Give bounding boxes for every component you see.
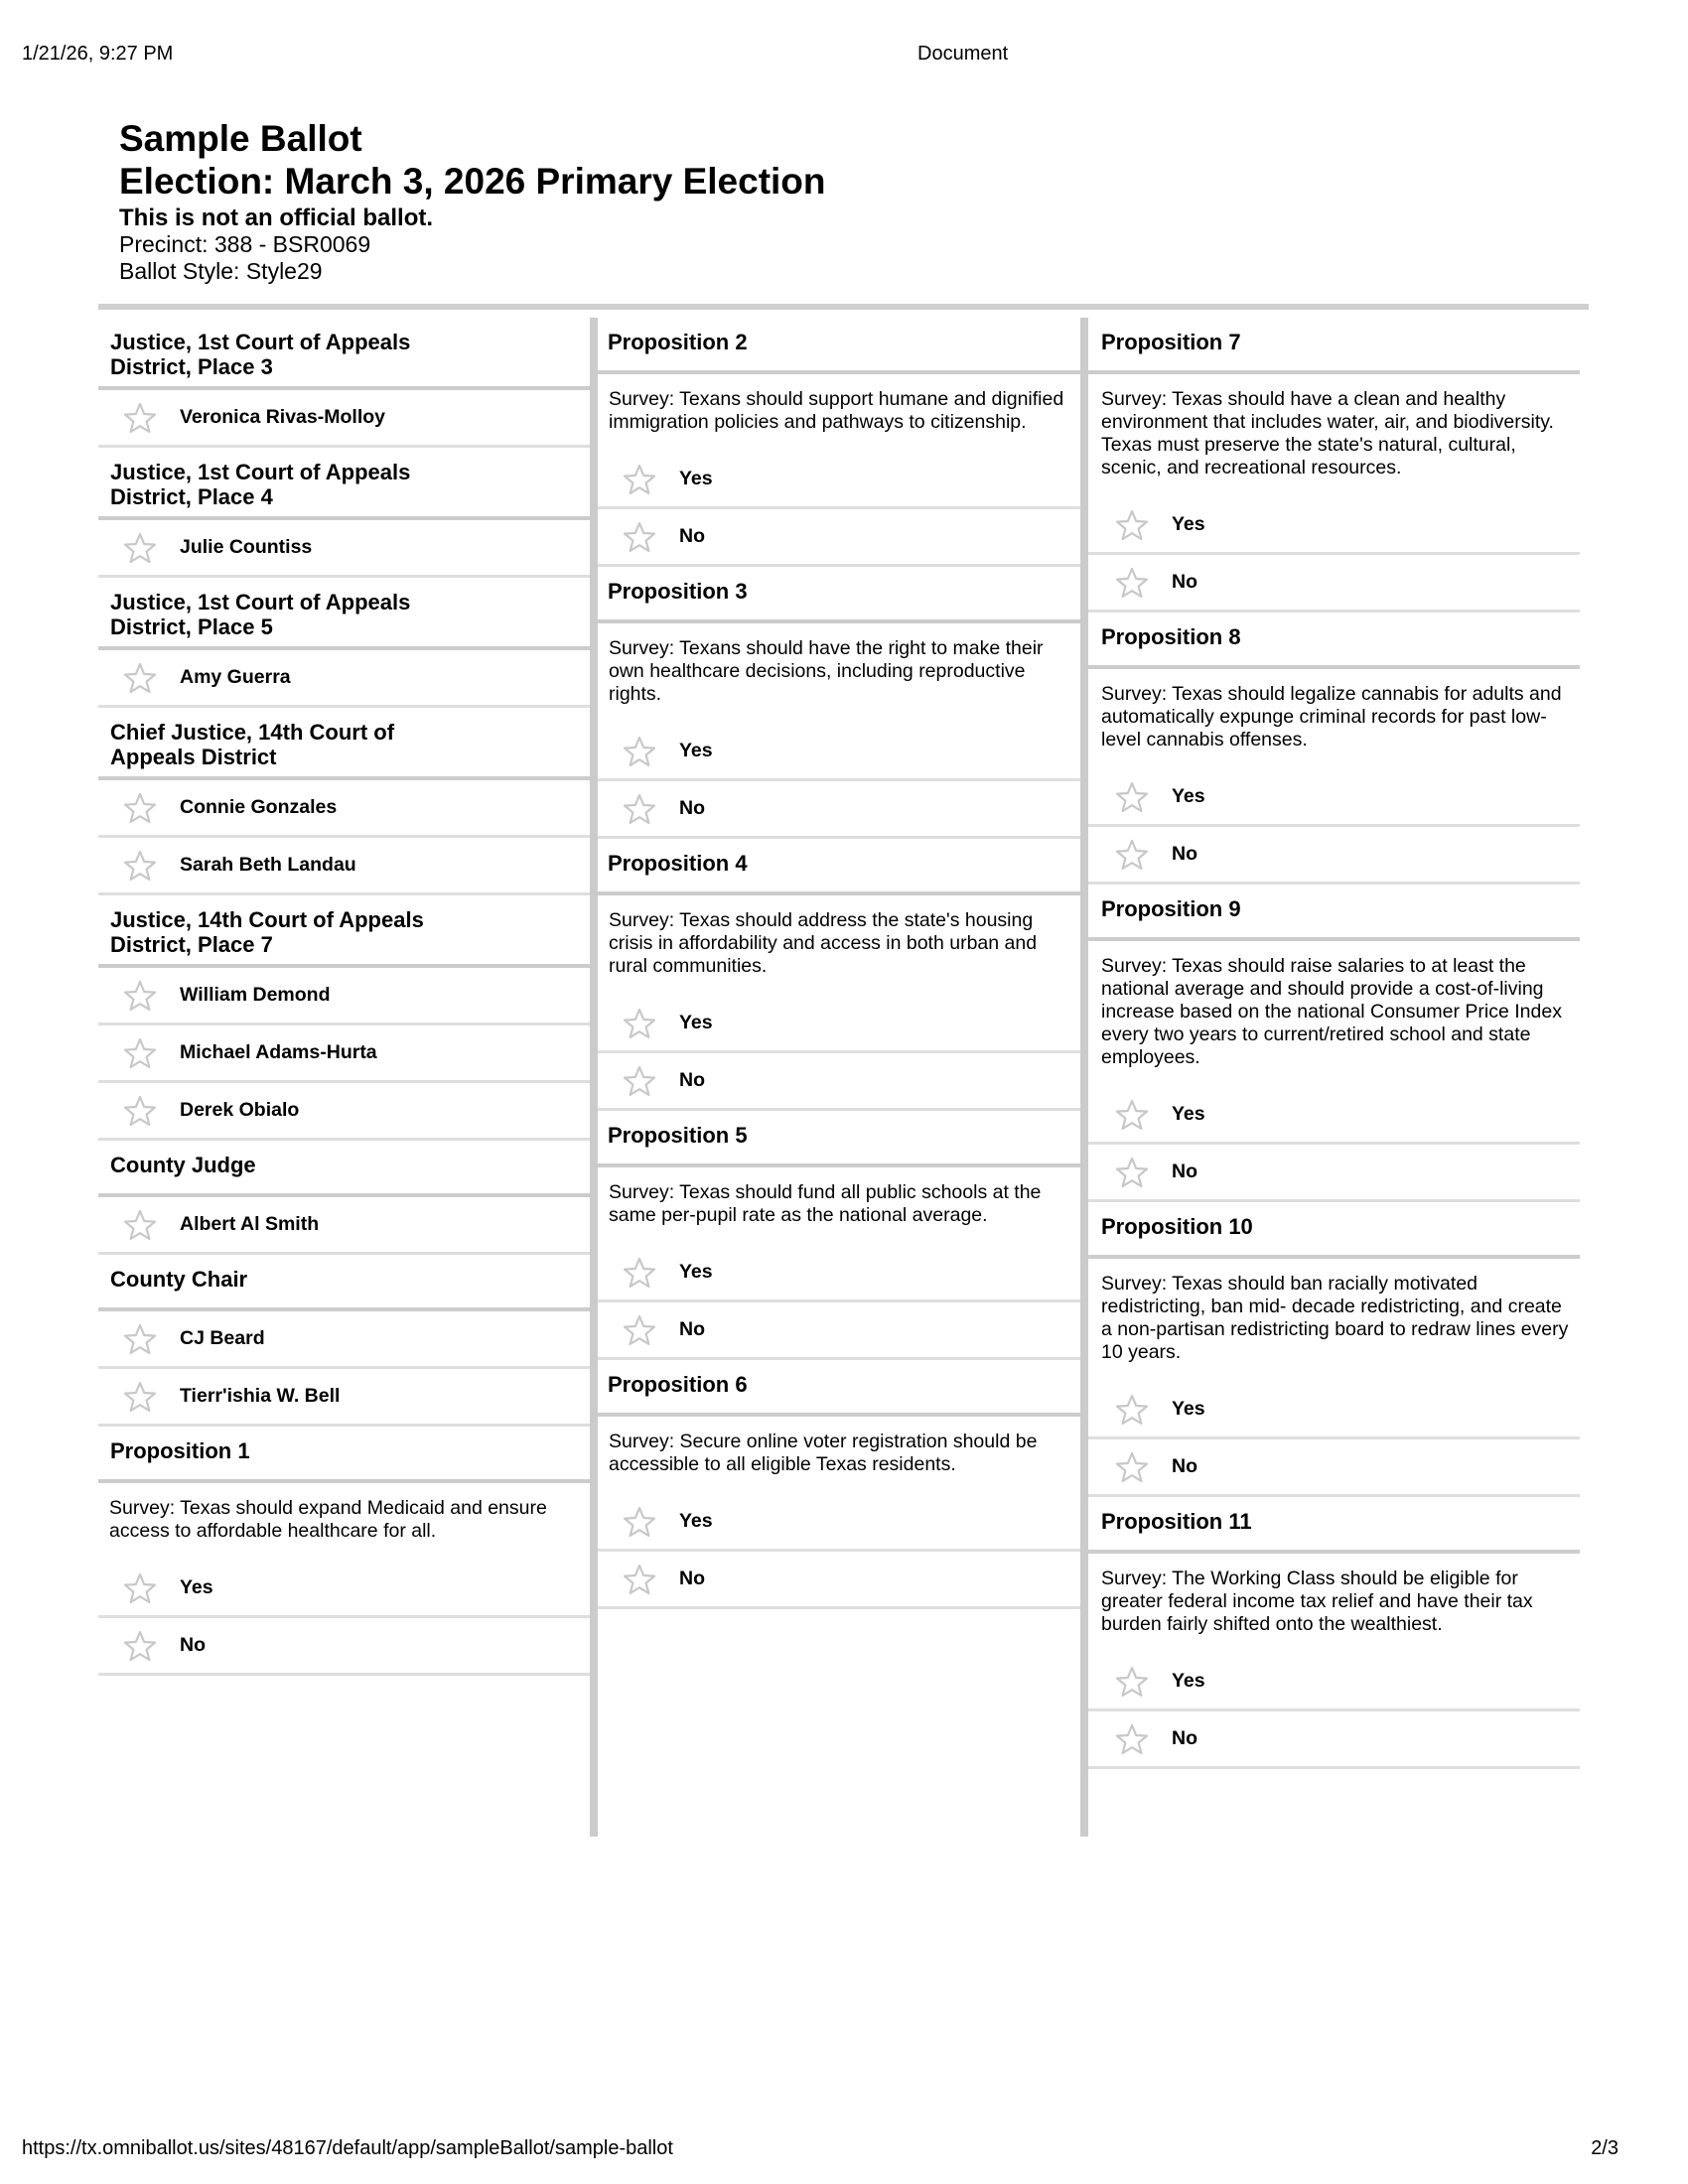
contest-proposition-10 [1088, 1202, 1580, 1497]
option-label: Yes [180, 1576, 213, 1598]
contest-proposition-9 [1088, 885, 1580, 1202]
contest-title [1088, 318, 1580, 374]
star-outline-icon[interactable] [1115, 1723, 1149, 1755]
star-outline-icon[interactable] [623, 464, 656, 495]
ballot-option-albert-al-smith[interactable] [98, 1197, 590, 1255]
contest-title-line: Proposition 7 [1101, 330, 1241, 354]
contest-proposition-7 [1088, 318, 1580, 613]
unofficial-notice: This is not an official ballot. [119, 205, 434, 231]
header-divider [98, 304, 1589, 310]
contest-proposition-4 [598, 839, 1080, 1111]
ballot-option-michael-adams-hurta[interactable] [98, 1025, 590, 1083]
contest-title [598, 1360, 1080, 1417]
option-label: Yes [1172, 1398, 1205, 1420]
ballot-columns [98, 318, 1580, 1837]
option-label: Yes [679, 740, 713, 761]
contest-title-line: Proposition 1 [110, 1438, 250, 1463]
option-label: Sarah Beth Landau [180, 854, 356, 876]
option-label: Yes [1172, 785, 1205, 807]
star-outline-icon[interactable] [1115, 1451, 1149, 1483]
ballot-option-yes[interactable] [598, 1494, 1080, 1552]
ballot-option-yes[interactable] [98, 1561, 590, 1618]
page-url: https://tx.omniballot.us/sites/48167/default/app/sampleBallot/sample-ballot [22, 2137, 673, 2159]
contest-chief-justice-14th-court-of-appeals-district [98, 708, 590, 895]
option-label: Tierr'ishia W. Bell [180, 1385, 341, 1407]
option-label: No [679, 1318, 705, 1340]
contest-title-line: Proposition 8 [1101, 624, 1241, 649]
contest-title [98, 1427, 590, 1483]
option-label: No [679, 797, 705, 819]
ballot-option-yes[interactable] [1088, 769, 1580, 827]
contest-title-line: Proposition 4 [608, 851, 748, 876]
ballot-option-yes[interactable] [1088, 1654, 1580, 1711]
star-outline-icon[interactable] [123, 1037, 157, 1069]
ballot-option-julie-countiss[interactable] [98, 520, 590, 578]
ballot-option-connie-gonzales[interactable] [98, 780, 590, 838]
ballot-style-info: Ballot Style: Style29 [119, 258, 323, 284]
option-label: Amy Guerra [180, 666, 291, 688]
star-outline-icon[interactable] [123, 792, 157, 824]
ballot-option-no[interactable] [1088, 827, 1580, 885]
star-outline-icon[interactable] [623, 1564, 656, 1595]
survey-text: Survey: Texas should fund all public schools at the same per-pupil rate as the national average. [609, 1181, 1042, 1226]
option-label: No [1172, 1727, 1197, 1749]
star-outline-icon[interactable] [123, 662, 157, 694]
star-outline-icon[interactable] [1115, 1394, 1149, 1426]
print-document-title: Document [917, 43, 1009, 65]
contest-justice-1st-court-of-appeals-district-place-4 [98, 448, 590, 578]
contest-title-line: Appeals District [110, 745, 277, 769]
star-outline-icon[interactable] [623, 1506, 656, 1538]
ballot-option-cj-beard[interactable] [98, 1311, 590, 1369]
option-label: Albert Al Smith [180, 1213, 320, 1235]
option-label: No [180, 1634, 206, 1656]
ballot-option-yes[interactable] [598, 996, 1080, 1053]
contest-title [98, 448, 590, 520]
star-outline-icon[interactable] [123, 1381, 157, 1413]
star-outline-icon[interactable] [1115, 781, 1149, 813]
contest-title-line: District, Place 4 [110, 484, 273, 509]
ballot-column-2 [598, 318, 1080, 1837]
contest-proposition-5 [598, 1111, 1080, 1360]
ballot-option-sarah-beth-landau[interactable] [98, 838, 590, 895]
star-outline-icon[interactable] [1115, 567, 1149, 599]
option-label: Yes [679, 1012, 713, 1033]
star-outline-icon[interactable] [123, 532, 157, 564]
contest-title [1088, 613, 1580, 669]
star-outline-icon[interactable] [123, 1572, 157, 1604]
option-label: Yes [679, 468, 713, 489]
column-divider [1080, 318, 1088, 1837]
ballot-column-3 [1088, 318, 1580, 1837]
ballot-option-no[interactable] [598, 1302, 1080, 1360]
contest-title-line: Proposition 6 [608, 1372, 748, 1397]
contest-title-line: Proposition 9 [1101, 896, 1241, 921]
option-label: No [1172, 1455, 1197, 1477]
ballot-option-no[interactable] [598, 509, 1080, 567]
star-outline-icon[interactable] [123, 1209, 157, 1241]
contest-title [1088, 1202, 1580, 1259]
option-label: Yes [679, 1510, 713, 1532]
ballot-option-no[interactable] [598, 1053, 1080, 1111]
option-label: Veronica Rivas-Molloy [180, 406, 385, 428]
contest-justice-1st-court-of-appeals-district-place-3 [98, 318, 590, 448]
star-outline-icon[interactable] [623, 793, 656, 825]
contest-proposition-11 [1088, 1497, 1580, 1769]
contest-proposition-6 [598, 1360, 1080, 1609]
star-outline-icon[interactable] [1115, 1666, 1149, 1698]
star-outline-icon[interactable] [1115, 1099, 1149, 1131]
ballot-option-no[interactable] [1088, 1711, 1580, 1769]
contest-title-line: Justice, 1st Court of Appeals [110, 460, 411, 484]
option-label: Derek Obialo [180, 1099, 300, 1121]
ballot-option-no[interactable] [1088, 1145, 1580, 1202]
contest-title-line: District, Place 5 [110, 614, 273, 639]
ballot-option-yes[interactable] [598, 1245, 1080, 1302]
ballot-option-yes[interactable] [598, 452, 1080, 509]
ballot-option-no[interactable] [598, 781, 1080, 839]
ballot-option-veronica-rivas-molloy[interactable] [98, 390, 590, 448]
survey-text: Survey: Texas should legalize cannabis for adults and automatically expunge criminal records for past low-level cannabis offenses. [1101, 683, 1562, 751]
ballot-option-no[interactable] [1088, 555, 1580, 613]
contest-proposition-8 [1088, 613, 1580, 885]
option-label: Michael Adams-Hurta [180, 1041, 377, 1063]
option-label: CJ Beard [180, 1327, 265, 1349]
print-header [0, 43, 1688, 67]
star-outline-icon[interactable] [123, 1095, 157, 1127]
ballot-heading [119, 117, 826, 285]
survey-text: Survey: The Working Class should be eligible for greater federal income tax relief and have their tax burden fairly shifted onto the wealthiest. [1101, 1568, 1533, 1635]
star-outline-icon[interactable] [1115, 509, 1149, 541]
star-outline-icon[interactable] [623, 1008, 656, 1039]
contest-title [98, 318, 590, 390]
option-label: No [679, 1568, 705, 1589]
contest-title [98, 895, 590, 968]
contest-title [598, 839, 1080, 895]
ballot-column-1 [98, 318, 590, 1837]
option-label: Yes [679, 1261, 713, 1283]
ballot-option-amy-guerra[interactable] [98, 650, 590, 708]
precinct-info: Precinct: 388 - BSR0069 [119, 231, 371, 257]
option-label: No [1172, 843, 1197, 865]
option-label: Yes [1172, 1103, 1205, 1125]
contest-county-judge [98, 1141, 590, 1255]
contest-title [598, 1111, 1080, 1167]
contest-title-line: Chief Justice, 14th Court of [110, 720, 395, 745]
ballot-option-yes[interactable] [1088, 1087, 1580, 1145]
star-outline-icon[interactable] [123, 402, 157, 434]
contest-title [98, 708, 590, 780]
contest-title [1088, 1497, 1580, 1554]
ballot-option-tierr-ishia-w-bell[interactable] [98, 1369, 590, 1427]
contest-title [598, 567, 1080, 623]
contest-title-line: County Chair [110, 1267, 248, 1292]
option-label: William Demond [180, 984, 331, 1006]
contest-title-line: Proposition 3 [608, 579, 748, 604]
contest-proposition-3 [598, 567, 1080, 839]
contest-title-line: Justice, 1st Court of Appeals [110, 590, 411, 614]
survey-text: Survey: Texas should ban racially motivated redistricting, ban mid- decade redistricting, and create a non-partisan redistricting board to redraw lines every 10 years. [1101, 1273, 1569, 1363]
print-datetime: 1/21/26, 9:27 PM [22, 43, 174, 65]
contest-title-line: District, Place 7 [110, 932, 273, 957]
contest-title-line: Proposition 5 [608, 1123, 748, 1148]
contest-title-line: Justice, 14th Court of Appeals [110, 907, 424, 932]
election-title: Election: March 3, 2026 Primary Election [119, 161, 826, 202]
contest-title-line: Justice, 1st Court of Appeals [110, 330, 411, 354]
contest-justice-1st-court-of-appeals-district-place-5 [98, 578, 590, 708]
ballot-title: Sample Ballot [119, 118, 362, 159]
option-label: Yes [1172, 513, 1205, 535]
option-label: No [679, 1069, 705, 1091]
ballot-option-no[interactable] [1088, 1439, 1580, 1497]
option-label: Yes [1172, 1670, 1205, 1692]
ballot-option-yes[interactable] [1088, 497, 1580, 555]
survey-text: Survey: Texans should have the right to make their own healthcare decisions, including reproductive rights. [609, 637, 1044, 705]
star-outline-icon[interactable] [1115, 1157, 1149, 1188]
contest-title-line: Proposition 11 [1101, 1509, 1252, 1534]
page-number: 2/3 [1591, 2137, 1618, 2159]
contest-proposition-2 [598, 318, 1080, 567]
contest-title [98, 1141, 590, 1197]
survey-text: Survey: Texas should address the state's housing crisis in affordability and access in both urban and rural communities. [609, 909, 1038, 977]
star-outline-icon[interactable] [623, 736, 656, 767]
survey-text: Survey: Texas should have a clean and healthy environment that includes water, air, and biodiversity. Texas must preserve the state's natural, cultural, scenic, and recreational resources. [1101, 388, 1554, 478]
ballot-option-no[interactable] [98, 1618, 590, 1676]
contest-title [1088, 885, 1580, 941]
star-outline-icon[interactable] [123, 1323, 157, 1355]
column-divider [590, 318, 598, 1837]
star-outline-icon[interactable] [623, 1257, 656, 1289]
ballot-option-yes[interactable] [1088, 1382, 1580, 1439]
survey-text: Survey: Texas should expand Medicaid and ensure access to affordable healthcare for all. [109, 1497, 547, 1542]
contest-title-line: Proposition 10 [1101, 1214, 1253, 1239]
ballot-option-no[interactable] [598, 1552, 1080, 1609]
star-outline-icon[interactable] [123, 850, 157, 882]
contest-county-chair [98, 1255, 590, 1427]
star-outline-icon[interactable] [1115, 839, 1149, 871]
contest-title [98, 1255, 590, 1311]
option-label: Connie Gonzales [180, 796, 338, 818]
survey-text: Survey: Texas should raise salaries to at least the national average and should provide a cost-of-living increase based on the national Consumer Price Index every two years to current/retired school and state employees. [1101, 955, 1562, 1068]
contest-justice-14th-court-of-appeals-district-place-7 [98, 895, 590, 1141]
star-outline-icon[interactable] [623, 1065, 656, 1097]
survey-text: Survey: Texans should support humane and dignified immigration policies and pathways to citizenship. [609, 388, 1064, 433]
ballot-option-william-demond[interactable] [98, 968, 590, 1025]
star-outline-icon[interactable] [123, 1630, 157, 1662]
option-label: No [1172, 1160, 1197, 1182]
star-outline-icon[interactable] [123, 980, 157, 1012]
option-label: No [1172, 571, 1197, 593]
star-outline-icon[interactable] [623, 1314, 656, 1346]
contest-title-line: County Judge [110, 1153, 256, 1177]
contest-title-line: District, Place 3 [110, 354, 273, 379]
ballot-option-yes[interactable] [598, 724, 1080, 781]
star-outline-icon[interactable] [623, 521, 656, 553]
contest-proposition-1 [98, 1427, 590, 1676]
ballot-option-derek-obialo[interactable] [98, 1083, 590, 1141]
survey-text: Survey: Secure online voter registration should be accessible to all eligible Texas residents. [609, 1431, 1038, 1475]
contest-title [598, 318, 1080, 374]
contest-title-line: Proposition 2 [608, 330, 748, 354]
contest-title [98, 578, 590, 650]
option-label: Julie Countiss [180, 536, 313, 558]
option-label: No [679, 525, 705, 547]
